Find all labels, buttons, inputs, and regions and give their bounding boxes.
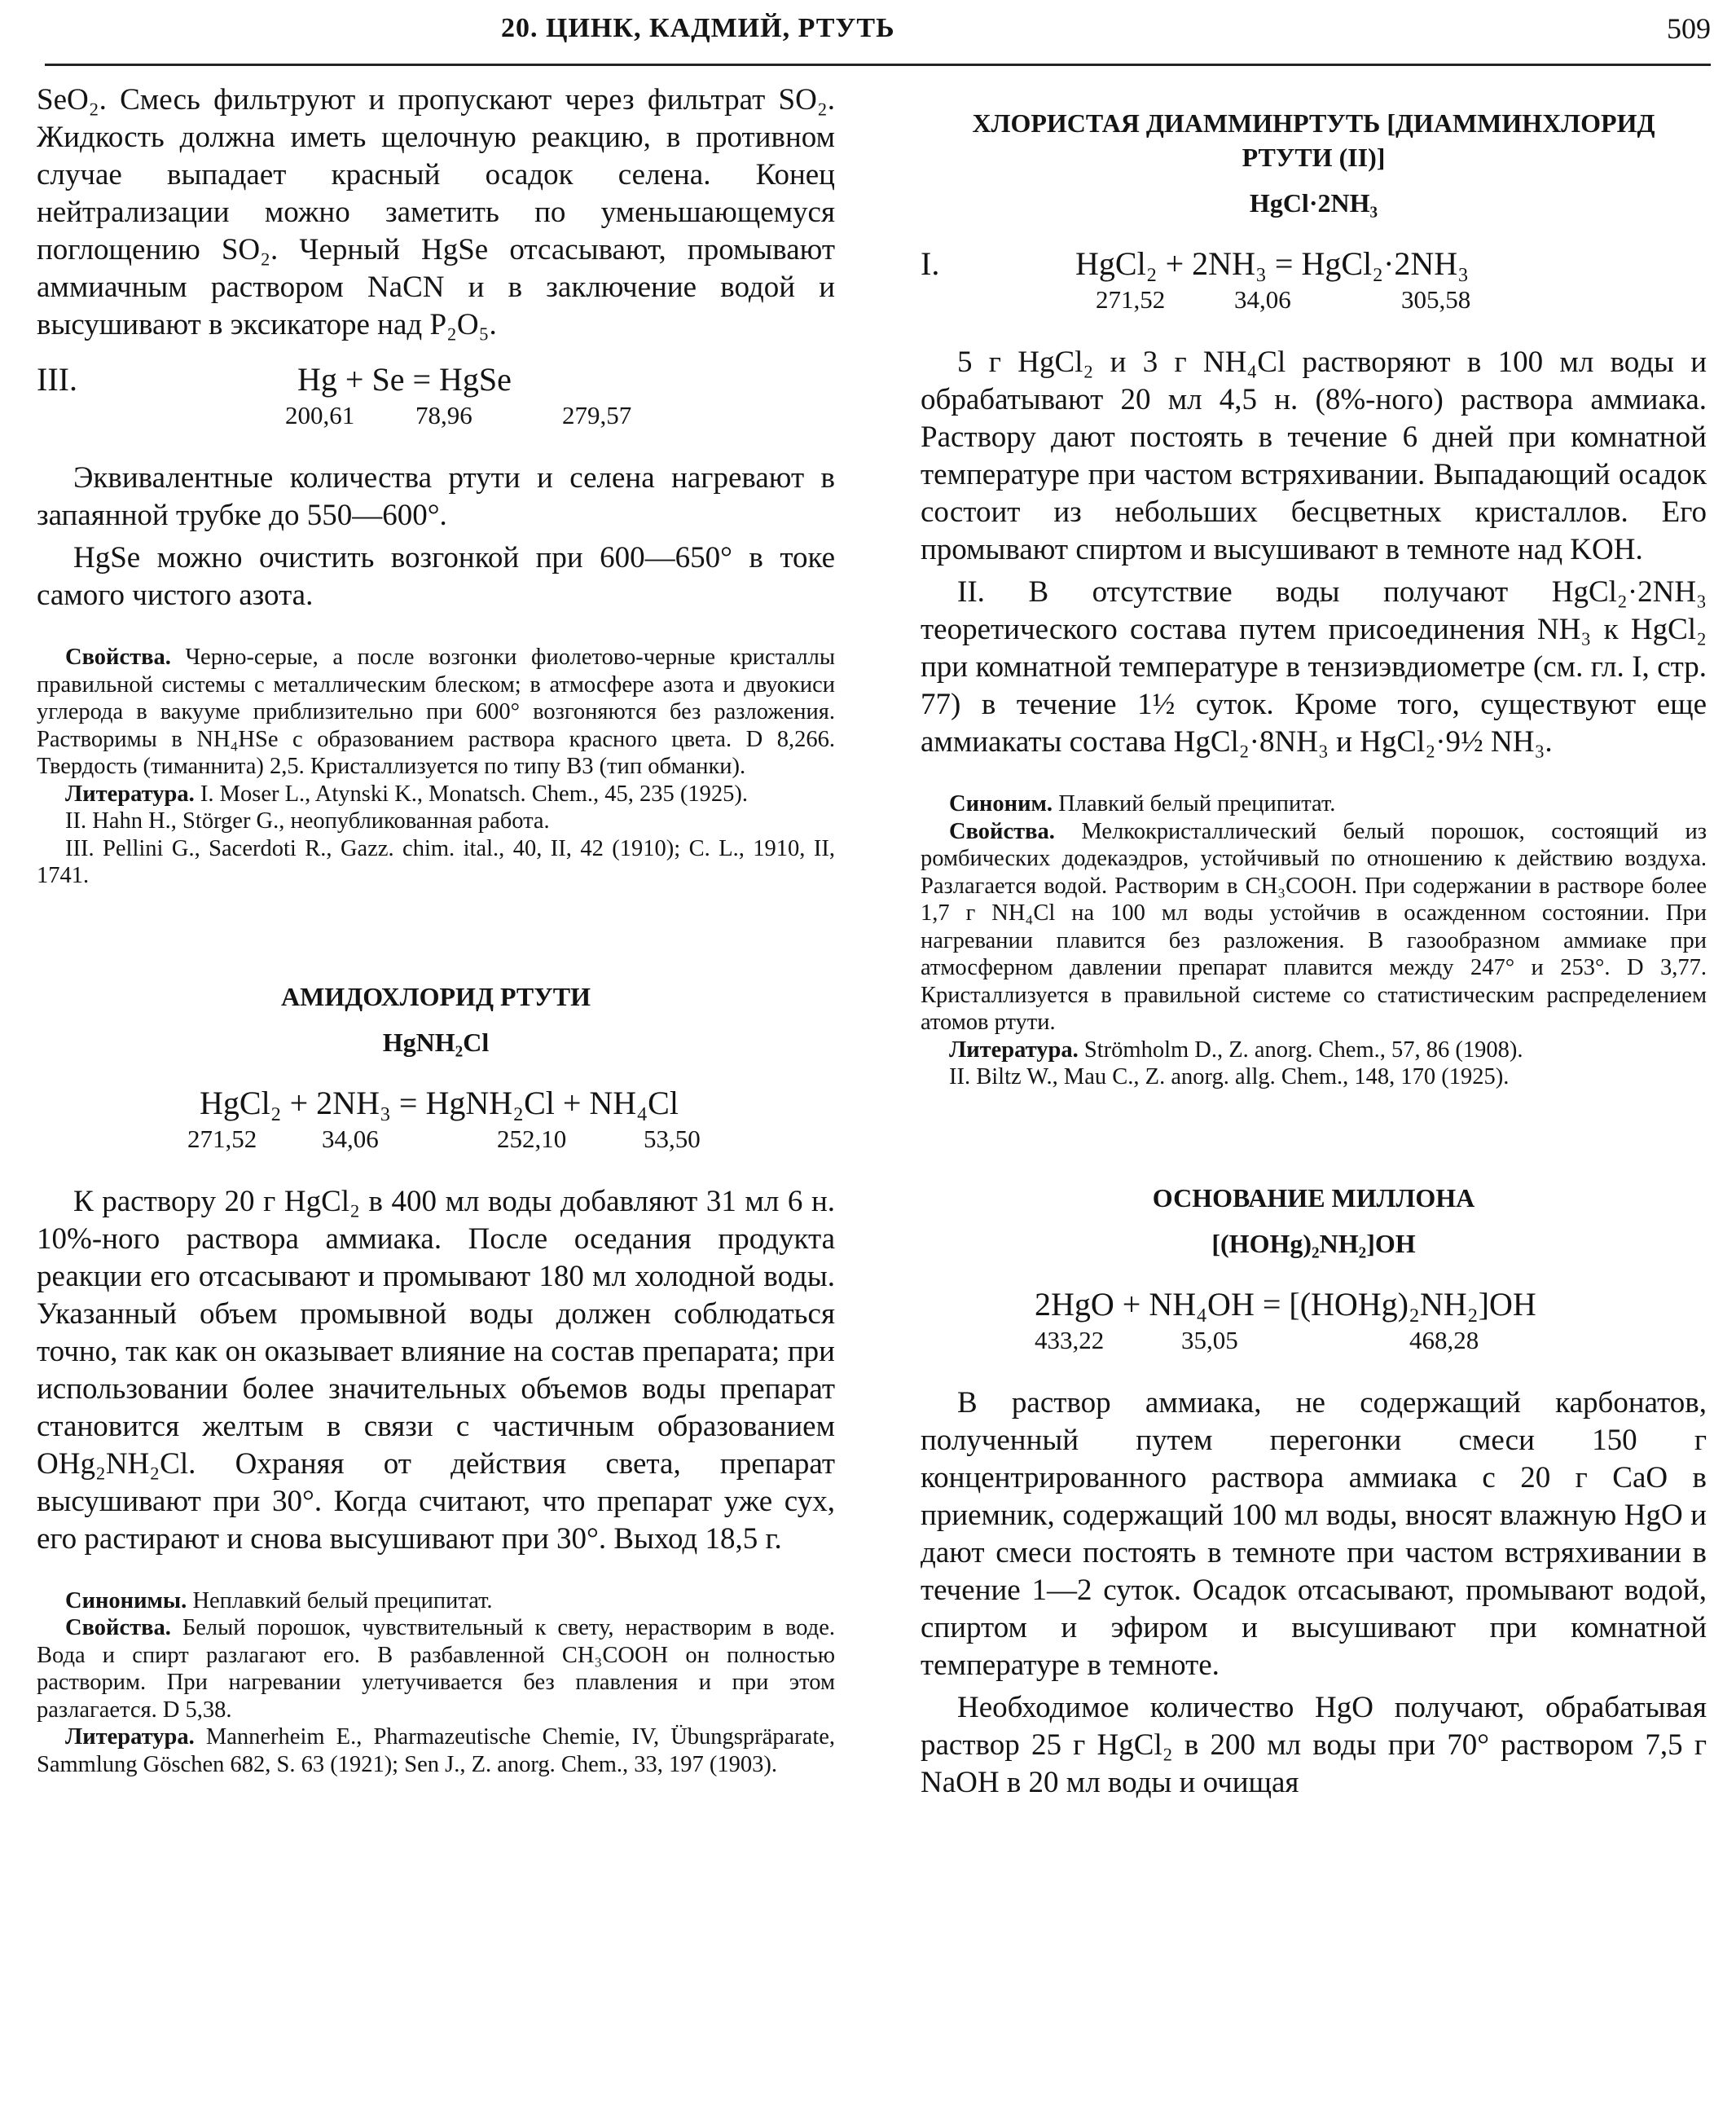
- literature-ref: I. Moser L., Atynski K., Monatsch. Chem., 45, 235 (1925).: [200, 781, 748, 807]
- section-title: АМИДОХЛОРИД РТУТИ: [281, 981, 591, 1011]
- mw-value: 433,22: [1035, 1325, 1105, 1354]
- mw-value: 53,50: [644, 1124, 701, 1153]
- literature-ref: II. Hahn H., Störger G., неопубликованная работа.: [65, 808, 550, 834]
- literature-label: Литература.: [65, 781, 195, 807]
- properties-label: Свойства.: [949, 818, 1055, 844]
- synonym-block: [37, 1587, 835, 1615]
- literature-ref: Mannerheim E., Pharmazeutische Chemie, IV, Übungspräparate, Sammlung Göschen 682, S. 63 (1921); Sen J., Z. anorg. Chem., 33, 197 (1903).: [37, 1724, 836, 1777]
- literature-block: [37, 781, 835, 808]
- literature-label: Литература.: [949, 1037, 1079, 1063]
- synonym-label: Синоним.: [949, 791, 1053, 817]
- mw-value: 35,05: [1181, 1325, 1238, 1354]
- properties-label: Свойства.: [65, 1615, 171, 1640]
- equation-text: HgCl₂ + 2NH₃ = HgCl₂·2NH₃: [1075, 245, 1470, 282]
- section-title: ОСНОВАНИЕ МИЛЛОНА: [1152, 1182, 1475, 1213]
- paragraph: HgSe можно очистить возгонкой при 600—650° в токе самого чистого азота.: [37, 541, 835, 612]
- paragraph: В раствор аммиака, не содержащий карбонатов, полученный путем перегонки смеси 150 г концентрированного раствора аммиака с 20 г CaO в приемник, содержащий 100 мл воды, вносят влажную HgO и дают смеси постоять в темноте при частом встряхивании в течение 1—2 суток. Осадок отсасывают, промывают водой, спиртом и эфиром и высушивают при комнатной температуре в темноте.: [921, 1385, 1707, 1682]
- molecular-weights: [37, 401, 835, 435]
- section-formula: [(HOHg)₂NH₂]OH: [1211, 1228, 1416, 1258]
- section-formula: HgCl·2NH₃: [1249, 188, 1378, 218]
- page-number: 509: [1667, 12, 1711, 45]
- literature-block: [921, 1037, 1707, 1064]
- equation-diammine: [921, 244, 1707, 285]
- properties-text: Белый порошок, чувствительный к свету, нерастворим в воде. Вода и спирт разлагают его. В разбавленной CH₃COOH он полностью растворим. При нагревании улетучивается без плавления и при этом разлагается. D 5,38.: [37, 1615, 835, 1723]
- mw-value: 305,58: [1401, 285, 1471, 314]
- section-title: ХЛОРИСТАЯ ДИАММИНРТУТЬ [ДИАММИНХЛОРИД: [972, 108, 1655, 138]
- paragraph: II. В отсутствие воды получают HgCl₂·2NH₃ теоретического состава путем присоединения NH₃ к HgCl₂ при комнатной температуре в тензиэвдиометре (см. гл. I, стр. 77) в течение 1½ суток. Кроме того, существуют еще аммиакаты состава HgCl₂·8NH₃ и HgCl₂·9½ NH₃.: [921, 575, 1707, 759]
- mw-value: 34,06: [1234, 285, 1291, 314]
- equation-millon: [921, 1285, 1707, 1326]
- equation-text: 2HgO + NH₄OH = [(HOHg)₂NH₂]OH: [1035, 1285, 1536, 1323]
- properties-text: Мелкокристаллический белый порошок, состоящий из ромбических додекаэдров, устойчивый по отношению к действию воздуха. Разлагается водой. Растворим в CH₃COOH. При содержании в растворе более 1,7 г NH₄Cl на 100 мл воды устойчив в осажденном состоянии. При нагревании плавится без разложения. В газообразном аммиаке при атмосферном давлении препарат плавится между 247° и 253°. D 3,77. Кристаллизуется в правильной системе со статистическим распределением атомов ртути.: [921, 818, 1707, 1035]
- equation-text: Hg + Se = HgSe: [297, 361, 512, 398]
- molecular-weights: [37, 1125, 835, 1159]
- properties-block: [37, 644, 835, 781]
- paragraph: 5 г HgCl₂ и 3 г NH₄Cl растворяют в 100 мл воды и обрабатывают 20 мл 4,5 н. (8%-ного) раствора аммиака. Раствору дают постоять в течение 6 дней при комнатной температуре при частом встряхивании. Выпадающий осадок состоит из небольших бесцветных кристаллов. Его промывают спиртом и высушивают в темноте над KOH.: [921, 346, 1707, 566]
- properties-block: [37, 1614, 835, 1723]
- literature-ref: III. Pellini G., Sacerdoti R., Gazz. chim. ital., 40, II, 42 (1910); C. L., 1910, II, 1741.: [37, 835, 835, 888]
- mw-value: 252,10: [497, 1124, 567, 1153]
- mw-value: 271,52: [1096, 285, 1166, 314]
- running-title: 20. ЦИНК, КАДМИЙ, РТУТЬ: [501, 13, 895, 43]
- molecular-weights: [921, 1326, 1707, 1360]
- molecular-weights: [921, 285, 1707, 319]
- mw-value: 200,61: [285, 401, 355, 429]
- properties-block: [921, 818, 1707, 1037]
- synonym-text: Неплавкий белый преципитат.: [192, 1587, 493, 1613]
- right-column: [921, 81, 1707, 1807]
- literature-ref: Strömholm D., Z. anorg. Chem., 57, 86 (1908).: [1083, 1037, 1523, 1063]
- section-formula: HgNH₂Cl: [382, 1027, 490, 1057]
- literature-label: Литература.: [65, 1724, 195, 1750]
- properties-text: Черно-серые, а после возгонки фиолетово-черные кристаллы правильной системы с металлическим блеском; в атмосфере азота и двуокиси углерода в вакууме приблизительно при 600° возгоняются без разложения. Растворимы в NH₄HSe с образованием раствора красного цвета. D 8,266. Твердость (тиманнита) 2,5. Кристаллизуется по типу B3 (тип обманки).: [37, 645, 836, 779]
- literature-ref: II. Biltz W., Mau C., Z. anorg. allg. Chem., 148, 170 (1925).: [949, 1064, 1510, 1089]
- equation-amidochloride: [37, 1084, 835, 1125]
- paragraph: К раствору 20 г HgCl₂ в 400 мл воды добавляют 31 мл 6 н. 10%-ного раствора аммиака. После оседания продукта реакции его отсасывают и промывают 180 мл холодной воды. Указанный объем промывной воды должен соблюдаться точно, так как он оказывает влияние на состав препарата; при использовании более значительных объемов воды препарат становится желтым в связи с частичным образованием OHg₂NH₂Cl. Охраняя от действия света, препарат высушивают при 30°. Когда считают, что препарат уже сух, его растирают и снова высушивают при 30°. Выход 18,5 г.: [37, 1184, 835, 1556]
- section-title-cont: РТУТИ (II)]: [1242, 143, 1386, 172]
- left-column: [37, 81, 835, 1778]
- paragraph: Эквивалентные количества ртути и селена нагревают в запаянной трубке до 550—600°.: [37, 461, 835, 532]
- paragraph: Необходимое количество HgO получают, обрабатывая раствор 25 г HgCl₂ в 200 мл воды при 70° раствором 7,5 г NaOH в 20 мл воды и очищая: [921, 1690, 1707, 1799]
- equation-label: III.: [37, 361, 77, 398]
- equation-label: I.: [921, 245, 940, 282]
- page-header: [45, 7, 1711, 66]
- intro-paragraph: SeO₂. Смесь фильтруют и пропускают через фильтрат SO₂. Жидкость должна иметь щелочную реакцию, в противном случае выпадает красный осадок селена. Конец нейтрализации можно заметить по уменьшающемуся поглощению SO₂. Черный HgSe отсасывают, промывают аммиачным раствором NaCN и в заключение водой и высушивают в эксикаторе над P₂O₅.: [37, 83, 835, 341]
- equation-text: HgCl₂ + 2NH₃ = HgNH₂Cl + NH₄Cl: [200, 1084, 679, 1121]
- mw-value: 34,06: [322, 1124, 379, 1153]
- mw-value: 468,28: [1409, 1325, 1479, 1354]
- equation-hgse: [37, 360, 835, 401]
- mw-value: 78,96: [415, 401, 472, 429]
- synonym-label: Синонимы.: [65, 1587, 187, 1613]
- synonym-text: Плавкий белый преципитат.: [1058, 791, 1336, 817]
- literature-block: [37, 1723, 835, 1778]
- properties-label: Свойства.: [65, 645, 171, 670]
- mw-value: 271,52: [187, 1124, 257, 1153]
- synonym-block: [921, 790, 1707, 818]
- mw-value: 279,57: [562, 401, 632, 429]
